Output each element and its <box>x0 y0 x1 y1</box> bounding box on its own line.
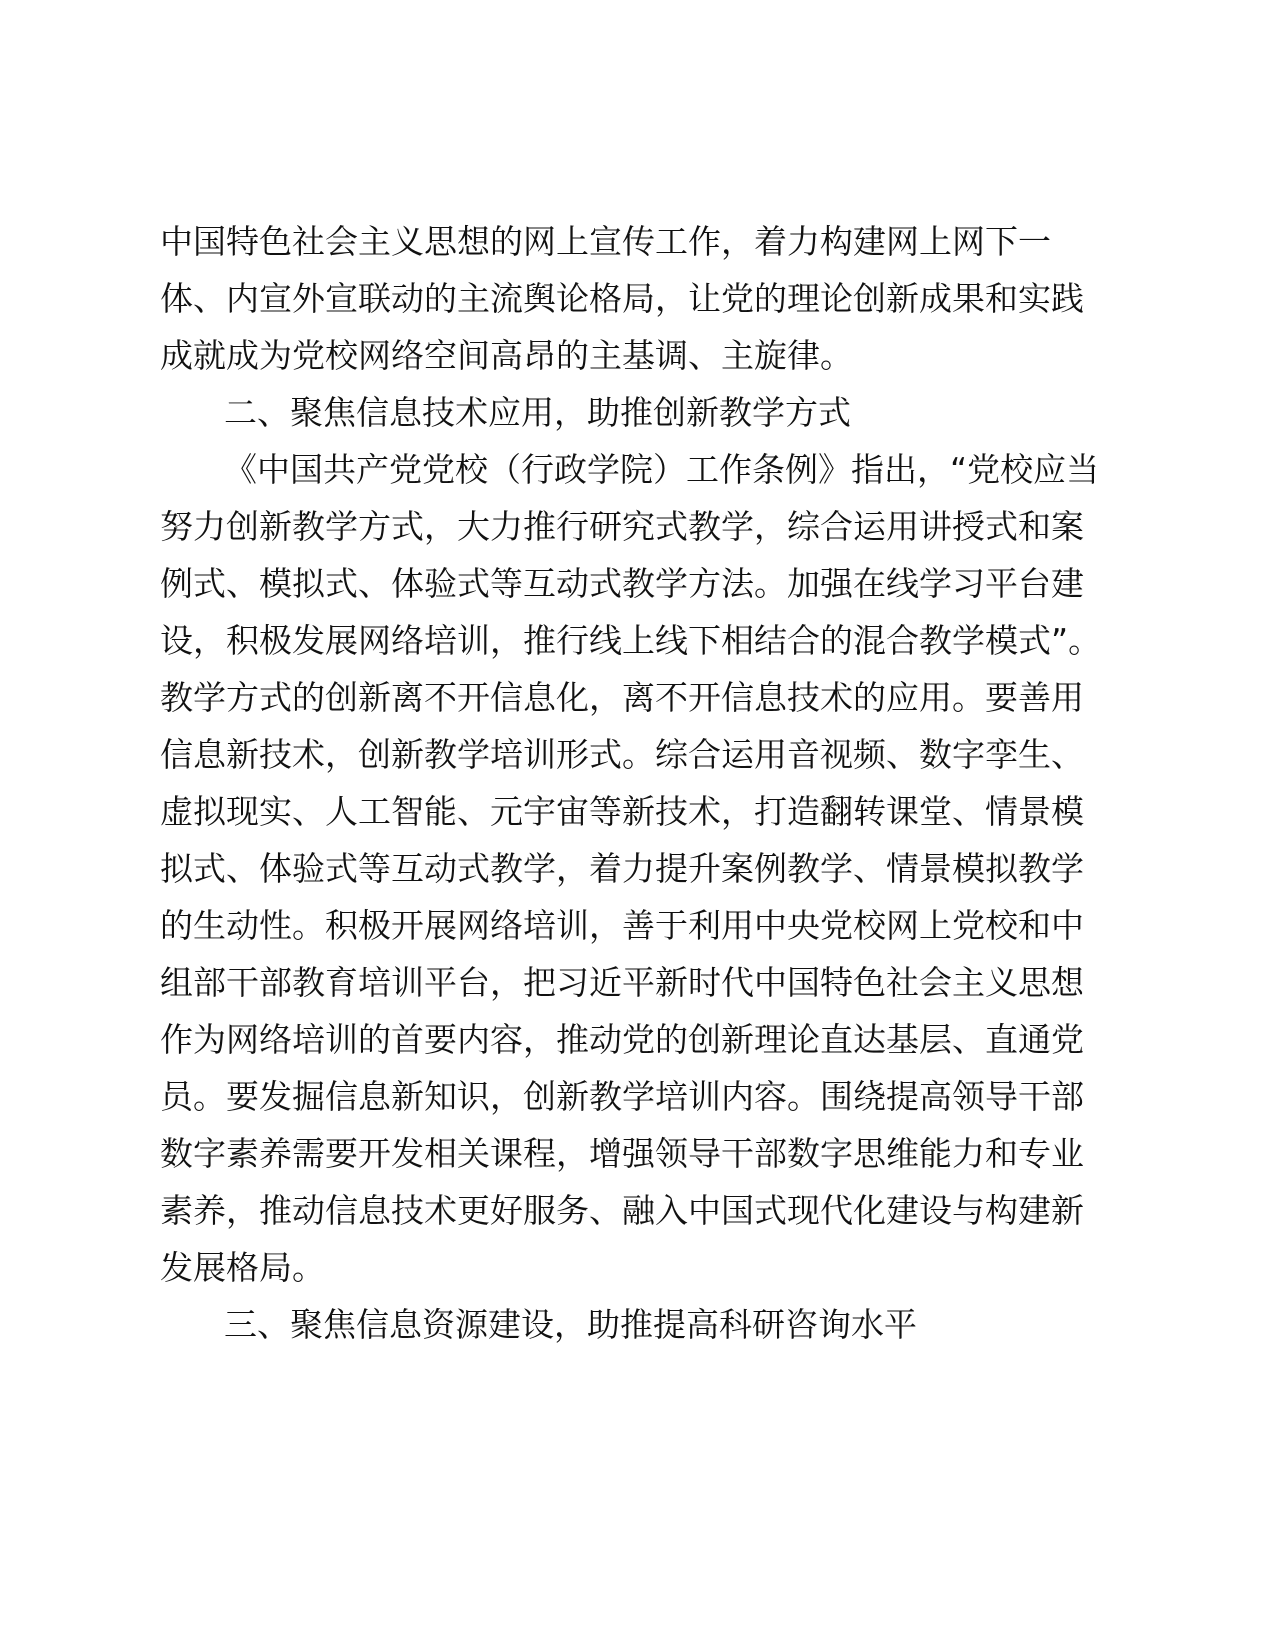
text-line: 教学方式的创新离不开信息化，离不开信息技术的应用。要善用 <box>160 678 1084 717</box>
body-paragraph <box>160 213 1084 384</box>
section-heading-text: 二、聚焦信息技术应用，助推创新教学方式 <box>224 393 851 432</box>
text-line: 作为网络培训的首要内容，推动党的创新理论直达基层、直通党 <box>160 1020 1084 1059</box>
section-heading-text: 三、聚焦信息资源建设，助推提高科研咨询水平 <box>224 1305 917 1344</box>
text-line: 体、内宣外宣联动的主流舆论格局，让党的理论创新成果和实践 <box>160 279 1084 318</box>
text-line: 数字素养需要开发相关课程，增强领导干部数字思维能力和专业 <box>160 1134 1084 1173</box>
text-line: 虚拟现实、人工智能、元宇宙等新技术，打造翻转课堂、情景模 <box>160 792 1084 831</box>
text-line: 素养，推动信息技术更好服务、融入中国式现代化建设与构建新 <box>160 1191 1084 1230</box>
body-paragraph <box>160 441 1102 1296</box>
text-line: 设，积极发展网络培训，推行线上线下相结合的混合教学模式”。 <box>160 621 1102 660</box>
document-body <box>160 213 1102 1353</box>
text-line: 信息新技术，创新教学培训形式。综合运用音视频、数字孪生、 <box>160 735 1084 774</box>
text-line: 《中国共产党党校（行政学院）工作条例》指出，“党校应当 <box>224 450 1100 489</box>
text-line: 发展格局。 <box>160 1248 325 1287</box>
section-heading <box>160 384 1070 441</box>
section-heading <box>160 1296 1070 1353</box>
text-line: 员。要发掘信息新知识，创新教学培训内容。围绕提高领导干部 <box>160 1077 1084 1116</box>
text-line: 努力创新教学方式，大力推行研究式教学，综合运用讲授式和案 <box>160 507 1084 546</box>
text-line: 成就成为党校网络空间高昂的主基调、主旋律。 <box>160 336 853 375</box>
text-line: 例式、模拟式、体验式等互动式教学方法。加强在线学习平台建 <box>160 564 1084 603</box>
text-line: 组部干部教育培训平台，把习近平新时代中国特色社会主义思想 <box>160 963 1084 1002</box>
text-line: 中国特色社会主义思想的网上宣传工作，着力构建网上网下一 <box>160 222 1051 261</box>
text-line: 拟式、体验式等互动式教学，着力提升案例教学、情景模拟教学 <box>160 849 1084 888</box>
text-line: 的生动性。积极开展网络培训，善于利用中央党校网上党校和中 <box>160 906 1084 945</box>
